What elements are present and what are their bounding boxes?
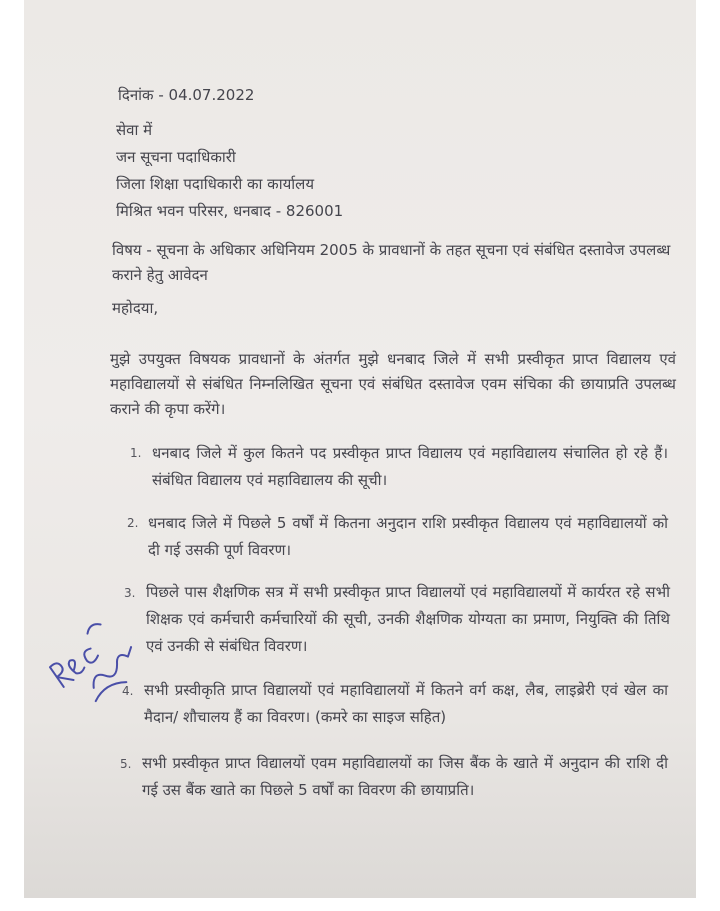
letter-subject: विषय - सूचना के अधिकार अधिनियम 2005 के प्रावधानों के तहत सूचना एवं संबंधित दस्तावेज उपलब्ध कराने हेतु आवेदन [112,241,671,284]
item-4-number: 4. [122,684,134,698]
recipient-line-3: जिला शिक्षा पदाधिकारी का कार्यालय [116,175,315,193]
letter-body: मुझे उपयुक्त विषयक प्रावधानों के अंतर्गत मुझे धनबाद जिले में सभी प्रस्वीकृत प्राप्त विद्यालय एवं महाविद्यालयों से संबंधित निम्नलिखित सूचना एवं संबंधित दस्तावेज एवम संचिका की छायाप्रति उपलब्ध कराने की कृपा करेंगे। [110,350,676,418]
recipient-line-2: जन सूचना पदाधिकारी [116,148,236,166]
recipient-line-4: मिश्रित भवन परिसर, धनबाद - 826001 [116,202,344,220]
handwritten-received-mark [42,606,142,716]
item-3-text: पिछले पास शैक्षणिक सत्र में सभी प्रस्वीकृत प्राप्त विद्यालयों एवं महाविद्यालयों में कार्यरत रहे सभी शिक्षक एवं कर्मचारी कर्मचारियों की सूची, उनकी शैक्षणिक योग्यता का प्रमाण, नियुक्ति की तिथि एवं उनकी से संबंधित विवरण। [146,583,670,655]
letter-page [24,0,696,898]
recipient-line-1: सेवा में [116,121,153,139]
item-1-number: 1. [130,446,142,460]
item-1-text: धनबाद जिले में कुल कितने पद प्रस्वीकृत प्राप्त विद्यालय एवं महाविद्यालय संचालित हो रहे हैं। संबंधित विद्यालय एवं महाविद्यालय की सूची। [152,444,668,489]
item-5-text: सभी प्रस्वीकृत प्राप्त विद्यालयों एवम महाविद्यालयों का जिस बैंक के खाते में अनुदान की राशि दी गई उस बैंक खाते का पिछले 5 वर्षों का विवरण की छायाप्रति। [142,754,668,799]
item-2-text: धनबाद जिले में पिछले 5 वर्षों में कितना अनुदान राशि प्रस्वीकृत विद्यालय एवं महाविद्यालयों को दी गई उसकी पूर्ण विवरण। [148,514,668,559]
item-4-text: सभी प्रस्वीकृति प्राप्त विद्यालयों एवं महाविद्यालयों में कितने वर्ग कक्ष, लैब, लाइब्रेरी एवं खेल का मैदान/ शौचालय हैं का विवरण। (कमरे का साइज सहित) [144,681,668,726]
item-5-number: 5. [120,757,132,771]
letter-date: दिनांक - 04.07.2022 [118,86,255,104]
item-3-number: 3. [124,586,136,600]
letter-salutation: महोदया, [112,299,159,317]
item-2-number: 2. [127,516,139,530]
